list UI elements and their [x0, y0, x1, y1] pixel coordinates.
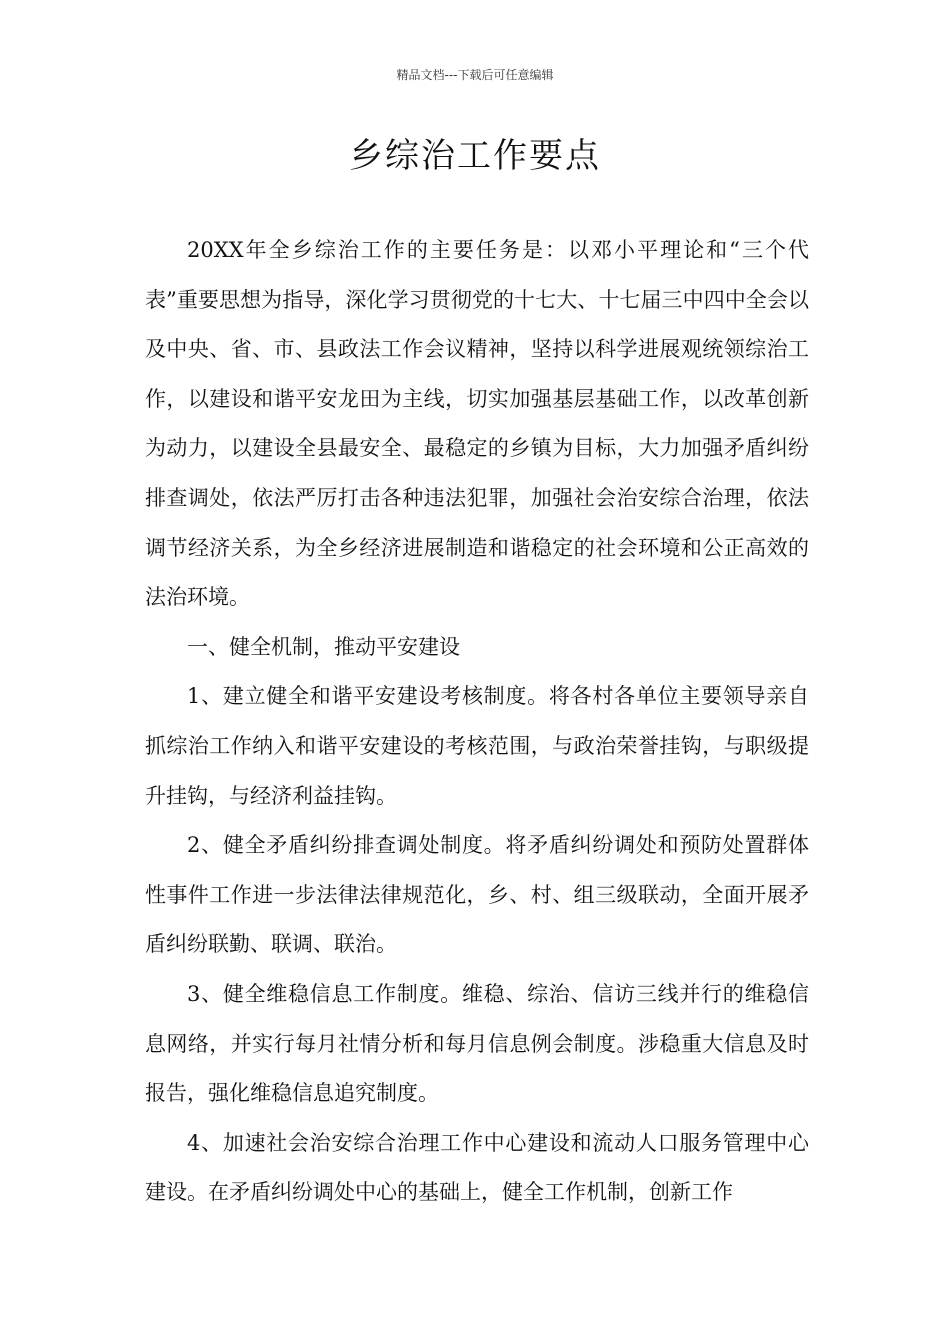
section-heading: 一、健全机制，推动平安建设	[187, 634, 460, 659]
list-item-1: 1、建立健全和谐平安建设考核制度。将各村各单位主要领导亲自抓综治工作纳入和谐平安建设的考核范围，与政治荣誉挂钩，与职级提升挂钩，与经济利益挂钩。	[145, 684, 809, 808]
intro-paragraph: 20XX年全乡综治工作的主要任务是：以邓小平理论和“三个代表”重要思想为指导，深化学习贯彻党的十七大、十七届三中四中全会以及中央、省、市、县政法工作会议精神，坚持以科学进展观统领综治工作，以建设和谐平安龙田为主线，切实加强基层基础工作，以改革创新为动力，以建设全县最安全、最稳定的乡镇为目标，大力加强矛盾纠纷排查调处，依法严厉打击各种违法犯罪，加强社会治安综合治理，依法调节经济关系，为全乡经济进展制造和谐稳定的社会环境和公正高效的法治环境。	[145, 238, 809, 610]
list-item-3: 3、健全维稳信息工作制度。维稳、综治、信访三线并行的维稳信息网络，并实行每月社情分析和每月信息例会制度。涉稳重大信息及时报告，强化维稳信息追究制度。	[145, 981, 809, 1106]
header-note: 精品文档---下载后可任意编辑	[396, 68, 554, 82]
list-item-4: 4、加速社会治安综合治理工作中心建设和流动人口服务管理中心建设。在矛盾纠纷调处中心的基础上，健全工作机制，创新工作	[145, 1130, 809, 1205]
document-title: 乡综治工作要点	[349, 136, 601, 176]
list-item-2: 2、健全矛盾纠纷排查调处制度。将矛盾纠纷调处和预防处置群体性事件工作进一步法律法律规范化，乡、村、组三级联动，全面开展矛盾纠纷联勤、联调、联治。	[145, 833, 809, 957]
document-body	[145, 226, 809, 1218]
